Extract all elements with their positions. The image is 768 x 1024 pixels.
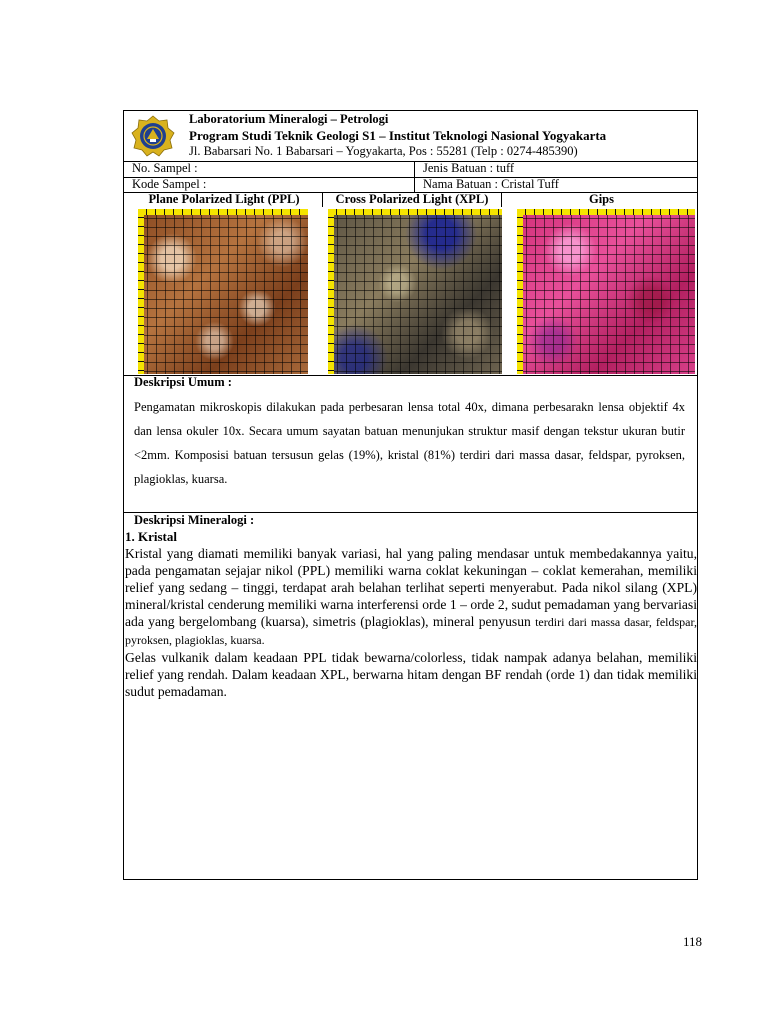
university-seal-icon	[130, 115, 176, 157]
lab-address: Jl. Babarsari No. 1 Babarsari – Yogyakarta, Pos : 55281 (Telp : 0274-485390)	[189, 144, 578, 158]
crystal-subtitle: 1. Kristal	[125, 529, 177, 544]
grid-ruler-top	[138, 209, 308, 215]
jenis-batuan-field: Jenis Batuan : tuff	[414, 161, 699, 177]
crystal-text-small: terdiri dari massa dasar, feldspar, pyroksen, plagioklas, kuarsa.	[125, 615, 697, 647]
lab-name: Laboratorium Mineralogi – Petrologi	[189, 112, 389, 126]
general-description-title: Deskripsi Umum :	[134, 375, 232, 389]
nama-batuan-field: Nama Batuan : Cristal Tuff	[414, 177, 699, 192]
caption-divider	[501, 193, 502, 207]
grid-overlay	[138, 209, 308, 374]
grid-ruler-left	[328, 209, 334, 374]
grid-ruler-top	[517, 209, 695, 215]
grid-ruler-top	[328, 209, 502, 215]
info-row-2	[124, 177, 697, 193]
lab-sheet	[123, 110, 698, 880]
grid-overlay	[517, 209, 695, 374]
xpl-caption: Cross Polarized Light (XPL)	[335, 192, 489, 206]
grid-ruler-left	[517, 209, 523, 374]
grid-ruler-left	[138, 209, 144, 374]
xpl-photomicrograph	[328, 209, 502, 374]
gips-caption: Gips	[588, 192, 614, 206]
no-sampel-field: No. Sampel :	[132, 161, 198, 175]
sheet-header	[124, 111, 697, 162]
general-description-body: Pengamatan mikroskopis dilakukan pada perbesaran lensa total 40x, dimana perbesarakn lensa objektif 4x dan lensa okuler 10x. Secara umum sayatan batuan menunjukan struktur masif dengan tekstur ukuran butir <2mm. Komposisi batuan tersusun gelas (19%), kristal (81%) terdiri dari massa dasar, feldspar, pyroksen, plagioklas, kuarsa.	[134, 400, 685, 486]
caption-divider	[322, 193, 323, 207]
glass-paragraph: Gelas vulkanik dalam keadaan PPL tidak bewarna/colorless, tidak nampak adanya belahan, memiliki relief yang rendah. Dalam keadaan XPL, berwarna hitam dengan BF rendah (orde 1) dan tidak memiliki sudut pemadaman.	[125, 650, 697, 699]
crystal-paragraph	[125, 545, 697, 649]
page-number: 118	[683, 934, 703, 949]
info-row-1	[124, 161, 697, 178]
gips-photomicrograph	[517, 209, 695, 374]
program-name: Program Studi Teknik Geologi S1 – Institut Teknologi Nasional Yogyakarta	[189, 128, 607, 143]
photomicrograph-row	[124, 192, 697, 376]
kode-sampel-field: Kode Sampel :	[132, 177, 207, 191]
ppl-caption: Plane Polarized Light (PPL)	[148, 192, 300, 206]
grid-overlay	[328, 209, 502, 374]
general-description-section	[124, 375, 697, 513]
crystal-text: Kristal yang diamati memiliki banyak variasi, hal yang paling mendasar untuk membedakannya yaitu, pada pengamatan sejajar nikol (PPL) memiliki warna coklat kekuningan – coklat kemerahan, memiliki relief yang sedang – tinggi, terdapat arah belahan terlihat seperti menyerabut. Pada nikol silang (XPL) mineral/kristal cenderung memiliki warna interferensi orde 1 – orde 2, sudut pemadaman yang bervariasi ada yang bergelombang (kuarsa), simetris (plagioklas), mineral penyusun	[125, 546, 697, 629]
ppl-photomicrograph	[138, 209, 308, 374]
mineralogy-body	[125, 545, 697, 700]
mineralogy-title: Deskripsi Mineralogi :	[134, 513, 255, 527]
